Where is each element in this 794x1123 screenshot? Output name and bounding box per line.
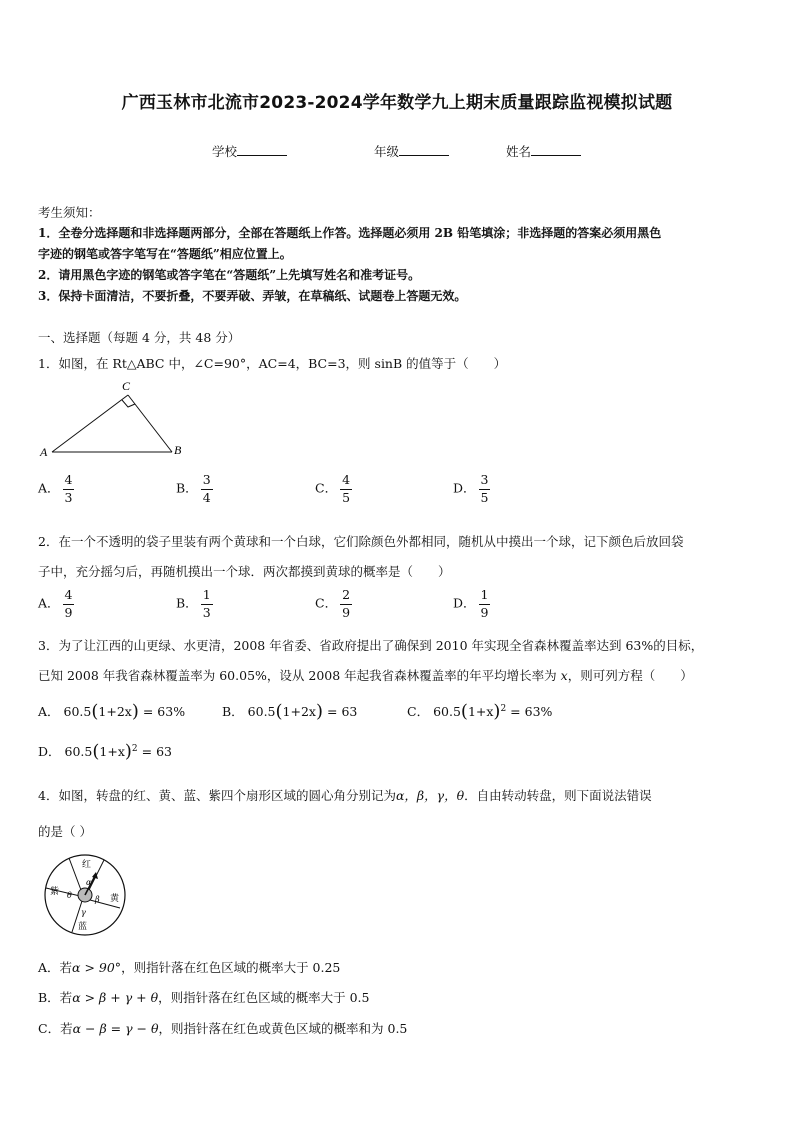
q1-triangle-figure <box>36 376 186 460</box>
q1-stem: 1．如图，在 Rt△ABC 中，∠C=90°，AC=4，BC=3，则 sinB 的值等于（ ） <box>38 356 507 371</box>
name-label: 姓名 <box>506 144 532 159</box>
q2-option-c[interactable]: C． $\frac{2}{9}$ <box>315 587 351 620</box>
q4-option-a[interactable]: A．若α > 90°，则指针落在红色区域的概率大于 0.25 <box>38 960 341 975</box>
school-blank[interactable] <box>237 143 287 156</box>
q1-label-b: B <box>174 443 182 457</box>
q3-stem-line1: 3．为了让江西的山更绿、水更清，2008 年省委、省政府提出了确保到 2010 年实现全省森林覆盖率达到 63%的目标， <box>38 638 704 653</box>
spinner-label-purple: 紫 <box>50 887 60 897</box>
q2-option-a[interactable]: A． $\frac{4}{9}$ <box>38 587 73 620</box>
notice-heading: 考生须知： <box>38 205 101 220</box>
q1-label-a: A <box>40 445 48 459</box>
q4-spinner-figure <box>42 852 128 938</box>
spinner-angle-gamma: γ <box>81 908 86 917</box>
q1-option-c[interactable]: C． $\frac{4}{5}$ <box>315 472 351 505</box>
notice-item-2: 2．请用黑色字迹的钢笔或答字笔在“答题纸”上先填写姓名和准考证号。 <box>38 268 421 282</box>
q2-stem-line2: 子中，充分摇匀后，再随机摸出一个球．两次都摸到黄球的概率是（ ） <box>38 564 451 579</box>
spinner-label-red: 红 <box>82 860 92 870</box>
q4-stem-line2: 的是（ ） <box>38 824 92 839</box>
q2-stem-line1: 2．在一个不透明的袋子里装有两个黄球和一个白球，它们除颜色外都相同，随机从中摸出一个球，记下颜色后放回袋 <box>38 534 684 549</box>
spinner-label-blue: 蓝 <box>78 922 88 932</box>
name-blank[interactable] <box>531 143 581 156</box>
spinner-angle-beta: β <box>95 895 100 904</box>
q3-option-c[interactable]: C． $60.5(1+x)^2 = 63\%$ <box>407 701 553 722</box>
grade-blank[interactable] <box>399 143 449 156</box>
q3-option-d[interactable]: D． $60.5(1+x)^2 = 63$ <box>38 741 172 762</box>
school-label: 学校 <box>212 144 238 159</box>
notice-item-3: 3．保持卡面清洁，不要折叠，不要弄破、弄皱，在草稿纸、试题卷上答题无效。 <box>38 289 467 303</box>
q2-option-d[interactable]: D． $\frac{1}{9}$ <box>453 587 489 620</box>
q1-option-a[interactable]: A． $\frac{4}{3}$ <box>38 472 73 505</box>
q1-option-d[interactable]: D． $\frac{3}{5}$ <box>453 472 489 505</box>
q3-option-a[interactable]: A． 60.5(1+2x) = 63% <box>38 701 186 722</box>
grade-label: 年级 <box>374 144 400 159</box>
grade-field[interactable] <box>374 142 449 160</box>
q1-option-b[interactable]: B． $\frac{3}{4}$ <box>176 472 211 505</box>
q3-stem-line2: 已知 2008 年我省森林覆盖率为 60.05%，设从 2008 年起我省森林覆盖率的年平均增长率为 x，则可列方程（ ） <box>38 668 693 683</box>
q3-option-b[interactable]: B． 60.5(1+2x) = 63 <box>222 701 358 722</box>
spinner-label-yellow: 黄 <box>110 894 120 904</box>
school-field[interactable] <box>212 142 287 160</box>
q1-label-c: C <box>122 379 131 393</box>
spinner-angle-alpha: α <box>86 878 92 887</box>
notice-item-1: 1．全卷分选择题和非选择题两部分，全部在答题纸上作答。选择题必须用 2B 铅笔填涂；非选择题的答案必须用黑色 <box>38 226 662 240</box>
q4-stem-line1: 4．如图，转盘的红、黄、蓝、紫四个扇形区域的圆心角分别记为α，β，γ，θ．自由转动转盘，则下面说法错误 <box>38 788 652 803</box>
name-field[interactable] <box>506 142 581 160</box>
q4-option-c[interactable]: C．若α − β = γ − θ，则指针落在红色或黄色区域的概率和为 0.5 <box>38 1021 408 1036</box>
q2-option-b[interactable]: B． $\frac{1}{3}$ <box>176 587 211 620</box>
notice-item-1-cont: 字迹的钢笔或答字笔写在“答题纸”相应位置上。 <box>38 247 292 261</box>
page-title: 广西玉林市北流市2023-2024学年数学九上期末质量跟踪监视模拟试题 <box>121 93 673 113</box>
section1-heading: 一、选择题（每题 4 分，共 48 分） <box>38 330 241 345</box>
spinner-angle-theta: θ <box>67 891 72 900</box>
q4-option-b[interactable]: B．若α > β + γ + θ，则指针落在红色区域的概率大于 0.5 <box>38 990 370 1005</box>
